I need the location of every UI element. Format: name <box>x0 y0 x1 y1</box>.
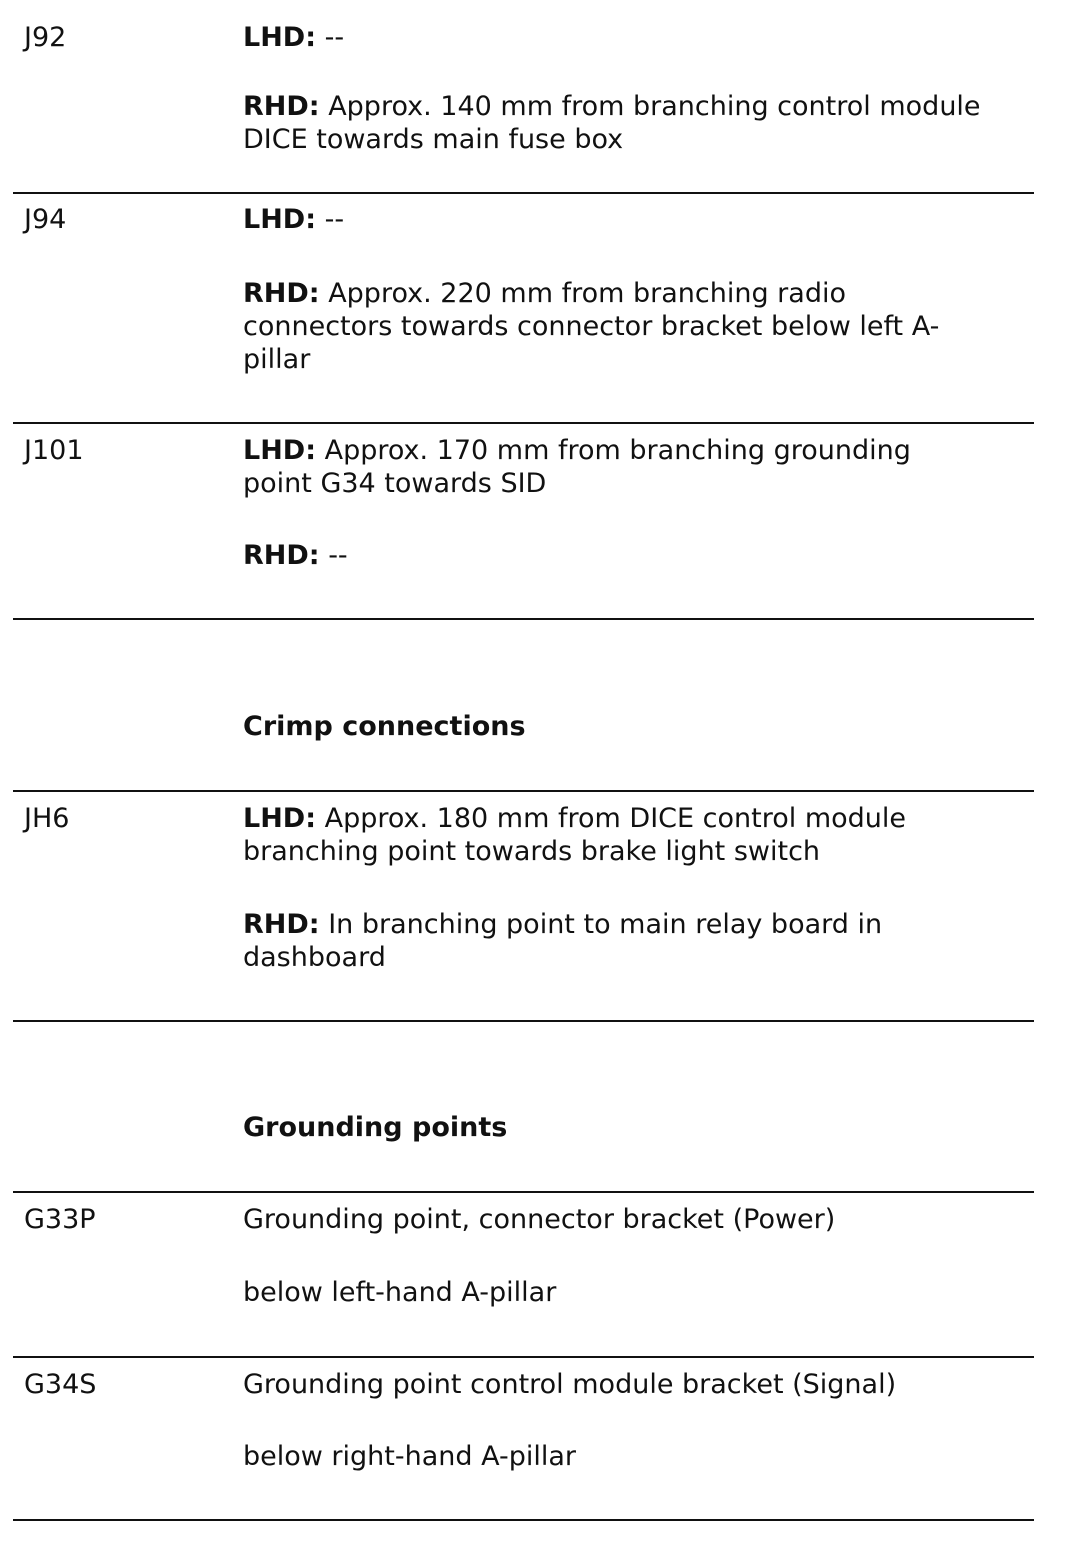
rhd-value: Approx. 220 mm from branching radio <box>319 278 846 309</box>
j94-rhd-line-2: connectors towards connector bracket below left A- <box>243 311 940 342</box>
j94-lhd <box>243 203 344 236</box>
divider <box>13 790 1034 792</box>
j101-rhd <box>243 539 348 572</box>
g33p-location: below left-hand A-pillar <box>243 1277 557 1308</box>
lhd-value: -- <box>316 204 345 235</box>
rhd-value: -- <box>319 540 348 571</box>
row-code-j92: J92 <box>24 22 67 53</box>
g34s-location: below right-hand A-pillar <box>243 1441 577 1472</box>
rhd-label: RHD: <box>243 909 320 940</box>
lhd-value: Approx. 180 mm from DICE control module <box>316 803 907 834</box>
row-code-g33p: G33P <box>24 1204 96 1235</box>
divider <box>13 192 1034 194</box>
divider <box>13 1020 1034 1022</box>
divider <box>13 1191 1034 1193</box>
jh6-lhd-line-2: branching point towards brake light switch <box>243 836 821 867</box>
section-heading-grounding: Grounding points <box>243 1112 508 1143</box>
j94-rhd-line-3: pillar <box>243 344 311 375</box>
divider <box>13 1356 1034 1358</box>
j92-rhd-line-2: DICE towards main fuse box <box>243 124 624 155</box>
divider <box>13 1519 1034 1521</box>
lhd-label: LHD: <box>243 22 317 53</box>
divider <box>13 422 1034 424</box>
row-code-g34s: G34S <box>24 1369 97 1400</box>
rhd-label: RHD: <box>243 278 320 309</box>
jh6-rhd-line-1 <box>243 908 882 941</box>
lhd-label: LHD: <box>243 803 317 834</box>
rhd-label: RHD: <box>243 540 320 571</box>
lhd-label: LHD: <box>243 435 317 466</box>
rhd-value: Approx. 140 mm from branching control module <box>319 91 981 122</box>
j101-lhd-line-2: point G34 towards SID <box>243 468 547 499</box>
j92-rhd-line-1 <box>243 90 981 123</box>
lhd-value: -- <box>316 22 345 53</box>
jh6-rhd-line-2: dashboard <box>243 942 386 973</box>
lhd-value: Approx. 170 mm from branching grounding <box>316 435 911 466</box>
lhd-label: LHD: <box>243 204 317 235</box>
rhd-value: In branching point to main relay board in <box>319 909 883 940</box>
j101-lhd-line-1 <box>243 434 911 467</box>
j94-rhd-line-1 <box>243 277 846 310</box>
j92-lhd <box>243 21 344 54</box>
row-code-j94: J94 <box>24 204 67 235</box>
section-heading-crimp: Crimp connections <box>243 711 526 742</box>
row-code-jh6: JH6 <box>24 803 70 834</box>
g33p-description: Grounding point, connector bracket (Power) <box>243 1204 836 1235</box>
g34s-description: Grounding point control module bracket (Signal) <box>243 1369 897 1400</box>
rhd-label: RHD: <box>243 91 320 122</box>
jh6-lhd-line-1 <box>243 802 906 835</box>
row-code-j101: J101 <box>24 435 84 466</box>
divider <box>13 618 1034 620</box>
